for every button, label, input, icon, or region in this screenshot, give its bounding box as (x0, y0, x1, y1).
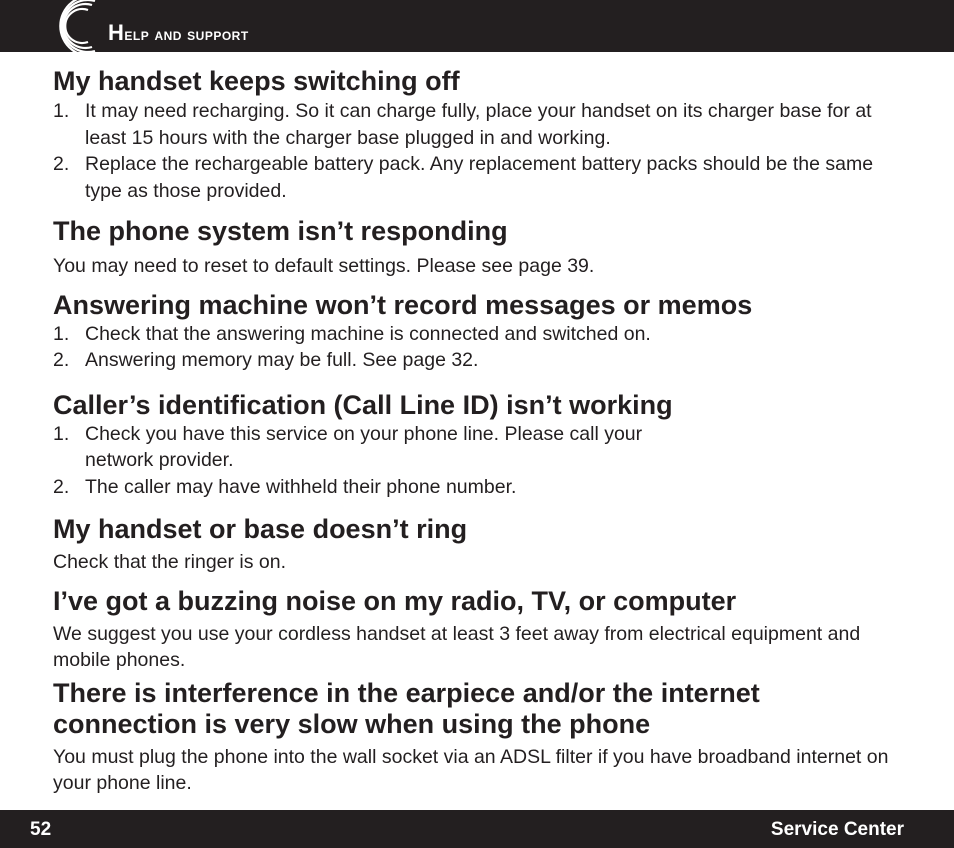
section-text: Check that the ringer is on. (53, 551, 287, 573)
section-handset-switching-off (53, 66, 903, 204)
list-item: 2. The caller may have withheld their phone number. (53, 475, 517, 498)
section-text: You may need to reset to default settings. Please see page 39. (53, 255, 595, 277)
main-content (53, 66, 903, 797)
section-caller-id (53, 390, 903, 501)
brand-logo-icon (52, 0, 112, 52)
section-doesnt-ring (53, 514, 903, 576)
section-buzzing-noise (53, 586, 903, 674)
section-heading: The phone system isn’t responding (53, 216, 508, 246)
section-text: You must plug the phone into the wall socket via an ADSL filter if you have broadband internet on your phone line. (53, 745, 889, 794)
section-answering-machine (53, 290, 903, 374)
section-interference (53, 678, 903, 797)
footer-bar (0, 810, 954, 848)
list-item: 2. Replace the rechargeable battery pack. Any replacement battery packs should be the same type as those provided. (53, 153, 874, 202)
list-item: 1. It may need recharging. So it can charge fully, place your handset on its charger base for at least 15 hours with the charger base plugged in and working. (53, 100, 872, 149)
numbered-list (53, 98, 903, 204)
header-bar (0, 0, 954, 52)
numbered-list (53, 421, 903, 501)
section-heading: My handset or base doesn’t ring (53, 514, 468, 544)
section-text: We suggest you use your cordless handset at least 3 feet away from electrical equipment and mobile phones. (53, 622, 861, 671)
section-heading: My handset keeps switching off (53, 66, 460, 96)
numbered-list (53, 321, 903, 374)
list-item: 2. Answering memory may be full. See page 32. (53, 349, 479, 371)
section-heading: Answering machine won’t record messages or memos (53, 289, 753, 320)
header-title: Help and support (108, 20, 249, 45)
list-item: 1. Check you have this service on your phone line. Please call your network provider. (53, 422, 643, 471)
list-item: 1. Check that the answering machine is connected and switched on. (53, 322, 651, 345)
footer-section-title: Service Center (770, 819, 904, 840)
section-heading: There is interference in the earpiece and/or the internet connection is very slow when using the phone (53, 677, 760, 739)
section-heading: Caller’s identification (Call Line ID) isn’t working (53, 389, 673, 420)
section-phone-not-responding (53, 216, 903, 280)
page-number: 52 (30, 819, 52, 840)
section-heading: I’ve got a buzzing noise on my radio, TV, or computer (53, 585, 737, 616)
